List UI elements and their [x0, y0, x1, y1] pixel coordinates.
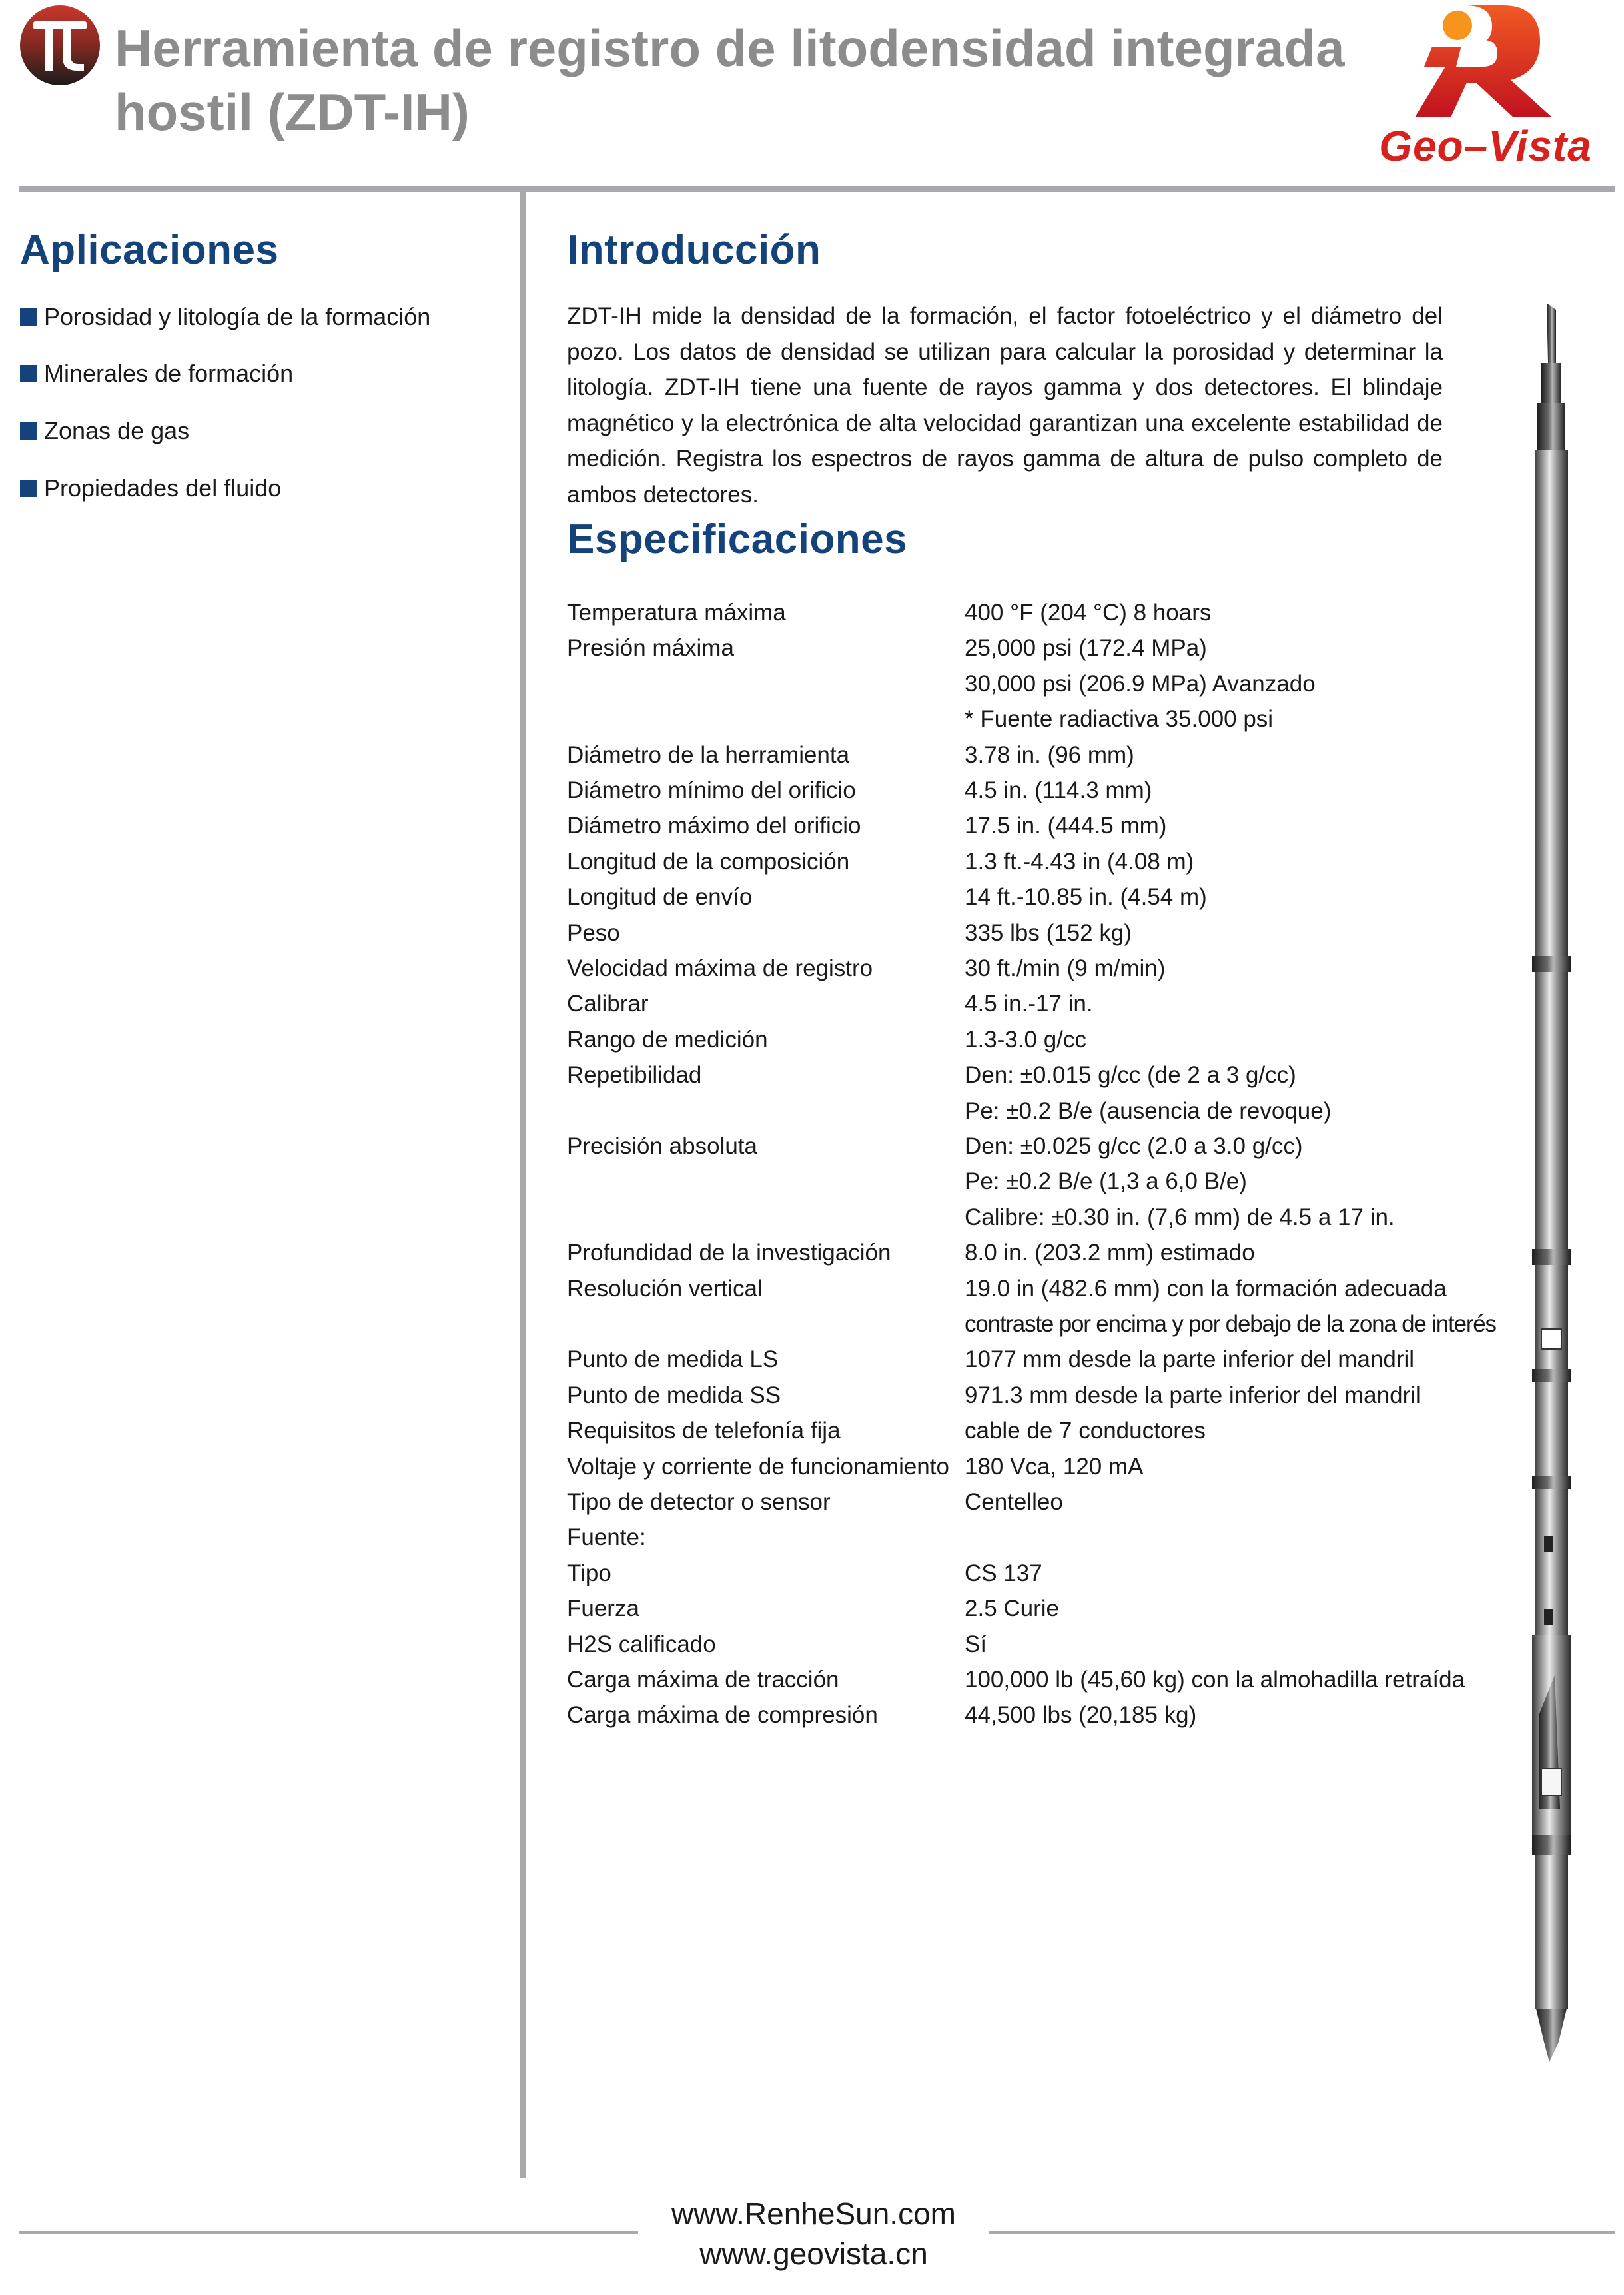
footer-rule-left: [19, 2231, 638, 2234]
renhesun-logo: [19, 4, 101, 87]
spec-value: 30 ft./min (9 m/min): [965, 955, 1166, 981]
spec-label: Diámetro máximo del orificio: [567, 813, 861, 839]
spec-label: Calibrar: [567, 991, 649, 1017]
spec-label: Diámetro de la herramienta: [567, 742, 850, 768]
footer-rule-right: [989, 2231, 1615, 2234]
application-label: Porosidad y litología de la formación: [44, 303, 431, 330]
spec-label: Fuente:: [567, 1524, 646, 1550]
spec-value: 14 ft.-10.85 in. (4.54 m): [965, 884, 1207, 910]
footer-url-renhesun[interactable]: www.RenheSun.com: [671, 2196, 956, 2231]
spec-value: Sí: [965, 1631, 987, 1657]
spec-value: 971.3 mm desde la parte inferior del mandril: [965, 1382, 1421, 1408]
spec-label: Resolución vertical: [567, 1276, 763, 1302]
spec-value: Den: ±0.015 g/cc (de 2 a 3 g/cc): [965, 1062, 1296, 1088]
introduction-paragraph: ZDT-IH mide la densidad de la formación, el factor fotoeléctrico y el diámetro del pozo. Los datos de densidad se utilizan para calcular la porosidad y determinar la litología. ZDT-IH tiene una fuente de rayos gamma y dos detectores. El blindaje magnético y la electrónica de alta velocidad garantizan una excelente estabilidad de medición. Registra los espectros de rayos gamma de altura de pulso completo de ambos detectores.: [567, 303, 1443, 508]
spec-label: Punto de medida SS: [567, 1382, 781, 1408]
spec-label: H2S calificado: [567, 1631, 716, 1657]
spec-label: Diámetro mínimo del orificio: [567, 777, 856, 803]
spec-label: Tipo: [567, 1560, 611, 1586]
spec-label: Velocidad máxima de registro: [567, 955, 873, 981]
spec-value: contraste por encima y por debajo de la zona de interés: [965, 1311, 1496, 1337]
spec-label: Profundidad de la investigación: [567, 1240, 891, 1266]
spec-label: Punto de medida LS: [567, 1346, 779, 1372]
logging-tool-image: [1512, 303, 1592, 2062]
square-bullet-icon: [20, 308, 37, 326]
spec-value: 3.78 in. (96 mm): [965, 742, 1134, 768]
page-title: [115, 16, 1380, 144]
spec-label: Presión máxima: [567, 635, 734, 661]
column-divider: [520, 192, 526, 2178]
application-item: [20, 302, 430, 332]
spec-value: Den: ±0.025 g/cc (2.0 a 3.0 g/cc): [965, 1133, 1303, 1159]
spec-value: 4.5 in.-17 in.: [965, 991, 1093, 1017]
application-label: Zonas de gas: [44, 417, 190, 444]
spec-value: 44,500 lbs (20,185 kg): [965, 1702, 1197, 1728]
square-bullet-icon: [20, 422, 37, 440]
spec-value: 400 °F (204 °C) 8 hoars: [965, 600, 1212, 626]
spec-label: Tipo de detector o sensor: [567, 1489, 831, 1515]
spec-value: cable de 7 conductores: [965, 1418, 1206, 1444]
title-line-1: Herramienta de registro de litodensidad integrada: [115, 19, 1345, 77]
spec-value: 2.5 Curie: [965, 1596, 1060, 1621]
spec-value: 19.0 in (482.6 mm) con la formación adecuada: [965, 1276, 1447, 1302]
spec-value: 335 lbs (152 kg): [965, 920, 1132, 946]
title-line-2: hostil (ZDT-IH): [115, 83, 470, 141]
spec-label: Temperatura máxima: [567, 600, 786, 626]
spec-label: Peso: [567, 920, 620, 946]
square-bullet-icon: [20, 365, 37, 382]
spec-label: Requisitos de telefonía fija: [567, 1418, 841, 1444]
spec-label: Rango de medición: [567, 1027, 768, 1053]
spec-label: Longitud de envío: [567, 884, 753, 910]
spec-label: Longitud de la composición: [567, 849, 850, 875]
spec-label: Voltaje y corriente de funcionamiento: [567, 1454, 949, 1480]
spec-label: Precisión absoluta: [567, 1133, 757, 1159]
spec-value: 4.5 in. (114.3 mm): [965, 777, 1152, 803]
square-bullet-icon: [20, 480, 37, 497]
application-label: Propiedades del fluido: [44, 474, 282, 502]
spec-value: 30,000 psi (206.9 MPa) Avanzado: [965, 671, 1316, 697]
spec-value: Pe: ±0.2 B/e (ausencia de revoque): [965, 1098, 1332, 1124]
spec-value: 17.5 in. (444.5 mm): [965, 813, 1167, 839]
application-item: [20, 359, 293, 388]
spec-value: 180 Vca, 120 mA: [965, 1454, 1144, 1480]
spec-value: Calibre: ±0.30 in. (7,6 mm) de 4.5 a 17 in.: [965, 1204, 1395, 1230]
spec-label: Carga máxima de tracción: [567, 1667, 839, 1693]
header-divider: [19, 186, 1615, 192]
spec-label: Repetibilidad: [567, 1062, 702, 1088]
spec-value: * Fuente radiactiva 35.000 psi: [965, 706, 1274, 732]
application-item: [20, 416, 189, 446]
spec-label: Carga máxima de compresión: [567, 1702, 878, 1728]
footer-url-geovista[interactable]: www.geovista.cn: [699, 2236, 928, 2271]
spec-label: Fuerza: [567, 1596, 639, 1621]
brand-name: Geo–Vista: [1379, 122, 1592, 170]
introduction-heading: Introducción: [567, 227, 821, 273]
spec-value: 1.3-3.0 g/cc: [965, 1027, 1086, 1053]
spec-value: 8.0 in. (203.2 mm) estimado: [965, 1240, 1255, 1266]
spec-value: 1.3 ft.-4.43 in (4.08 m): [965, 849, 1194, 875]
spec-value: 1077 mm desde la parte inferior del mandril: [965, 1346, 1415, 1372]
spec-value: 25,000 psi (172.4 MPa): [965, 635, 1207, 661]
applications-heading: Aplicaciones: [20, 227, 279, 273]
application-item: [20, 474, 281, 503]
specifications-heading: Especificaciones: [567, 516, 908, 562]
spec-value: Pe: ±0.2 B/e (1,3 a 6,0 B/e): [965, 1168, 1247, 1194]
spec-value: Centelleo: [965, 1489, 1063, 1515]
spec-value: CS 137: [965, 1560, 1042, 1586]
spec-value: 100,000 lb (45,60 kg) con la almohadilla retraída: [965, 1667, 1465, 1693]
application-label: Minerales de formación: [44, 360, 294, 387]
